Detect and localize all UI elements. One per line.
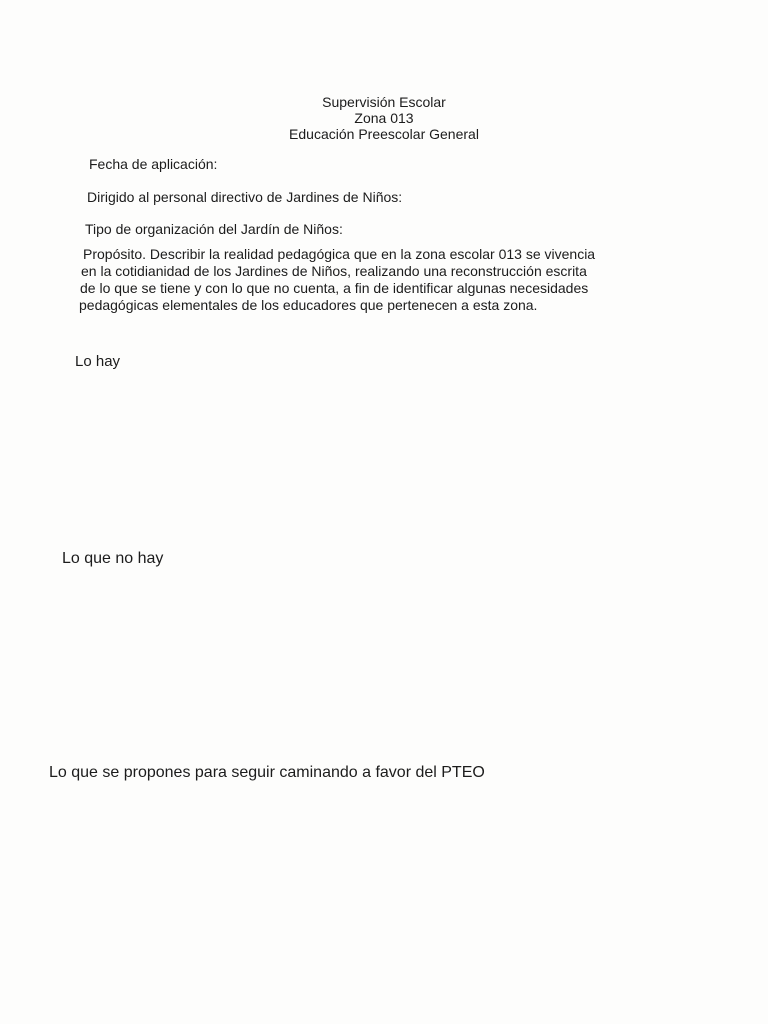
section-lo-hay: Lo hay — [75, 353, 121, 370]
header-zona: Zona 013 — [354, 110, 414, 126]
purpose-line: Propósito. Describir la realidad pedagógica que en la zona escolar 013 se vivencia — [83, 246, 596, 262]
section-propuesta: Lo que se propones para seguir caminando a favor del PTEO — [49, 764, 485, 781]
purpose-line: en la cotidianidad de los Jardines de Niños, realizando una reconstrucción escrita — [81, 263, 587, 279]
section-lo-que-no-hay: Lo que no hay — [62, 550, 164, 567]
field-tipo-organizacion: Tipo de organización del Jardín de Niños: — [85, 221, 343, 237]
header-educacion: Educación Preescolar General — [289, 126, 479, 142]
purpose-line: de lo que se tiene y con lo que no cuenta, a fin de identificar algunas necesidades — [80, 280, 589, 296]
purpose-line: pedagógicas elementales de los educadores que pertenecen a esta zona. — [79, 297, 538, 313]
field-fecha-aplicacion: Fecha de aplicación: — [89, 156, 218, 172]
purpose-paragraph — [81, 246, 701, 314]
header-supervision: Supervisión Escolar — [322, 94, 446, 110]
field-dirigido: Dirigido al personal directivo de Jardines de Niños: — [87, 189, 403, 205]
